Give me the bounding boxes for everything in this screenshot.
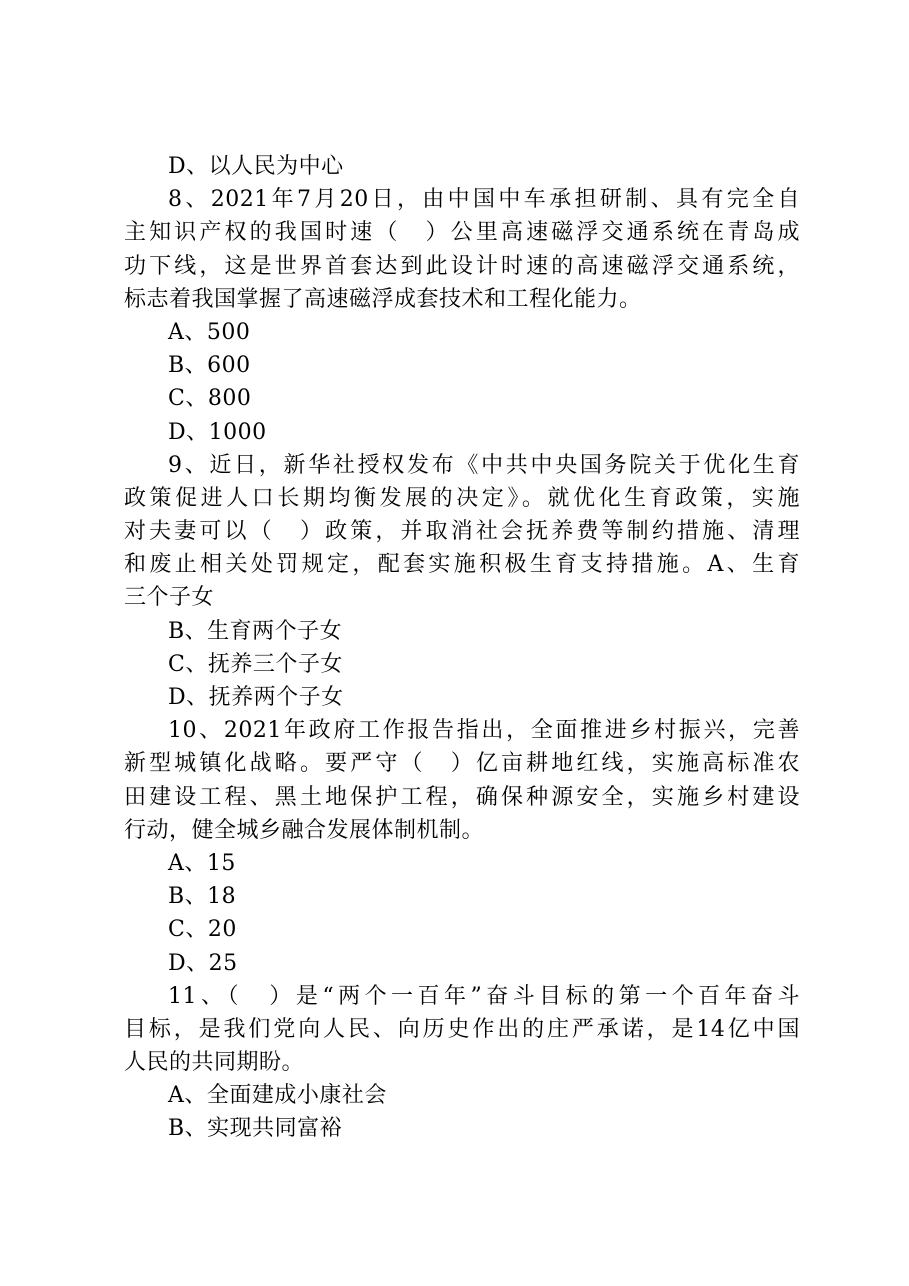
text-line: 新型城镇化战略。要严守（ ）亿亩耕地红线，实施高标准农 xyxy=(124,751,800,777)
text-line: 行动，健全城乡融合发展体制机制。 xyxy=(124,817,485,843)
text-line: 田建设工程、黑土地保护工程，确保种源安全，实施乡村建设 xyxy=(124,784,800,810)
text-line: B、600 xyxy=(168,353,251,379)
text-line: A、全面建成小康社会 xyxy=(168,1083,387,1109)
text-line: 11、（ ）是“两个一百年”奋斗目标的第一个百年奋斗 xyxy=(168,983,800,1009)
text-line: 目标，是我们党向人民、向历史作出的庄严承诺，是14亿中国 xyxy=(124,1016,800,1042)
text-line: D、抚养两个子女 xyxy=(168,685,344,710)
text-line: 三个子女 xyxy=(124,585,215,611)
text-line: C、20 xyxy=(168,917,237,943)
text-line: B、18 xyxy=(168,884,237,910)
text-line: 标志着我国掌握了高速磁浮成套技术和工程化能力。 xyxy=(124,286,642,312)
text-line: A、500 xyxy=(168,319,251,345)
text-line: 政策促进人口长期均衡发展的决定》。就优化生育政策，实施 xyxy=(124,485,800,511)
document-body xyxy=(124,150,800,1146)
text-line: 主知识产权的我国时速（ ）公里高速磁浮交通系统在青岛成 xyxy=(124,220,800,246)
text-line: 人民的共同期盼。 xyxy=(124,1050,305,1076)
text-line: D、1000 xyxy=(168,419,267,445)
text-line: C、800 xyxy=(168,386,252,412)
text-line: D、25 xyxy=(168,950,238,976)
text-line: C、抚养三个子女 xyxy=(168,651,343,677)
text-line: 8、2021年7月20日，由中国中车承担研制、具有完全自 xyxy=(168,187,800,213)
text-line: 和废止相关处罚规定，配套实施积极生育支持措施。A、生育 xyxy=(124,552,800,578)
text-line: D、以人民为中心 xyxy=(168,154,344,179)
text-line: A、15 xyxy=(168,850,236,876)
text-line: B、实现共同富裕 xyxy=(168,1116,343,1142)
text-line: 9、近日，新华社授权发布《中共中央国务院关于优化生育 xyxy=(168,452,800,478)
text-line: 10、2021年政府工作报告指出，全面推进乡村振兴，完善 xyxy=(168,718,800,744)
text-line: 对夫妻可以（ ）政策，并取消社会抚养费等制约措施、清理 xyxy=(124,519,800,545)
text-line: 功下线，这是世界首套达到此设计时速的高速磁浮交通系统， xyxy=(124,253,800,279)
text-line: B、生育两个子女 xyxy=(168,618,343,644)
